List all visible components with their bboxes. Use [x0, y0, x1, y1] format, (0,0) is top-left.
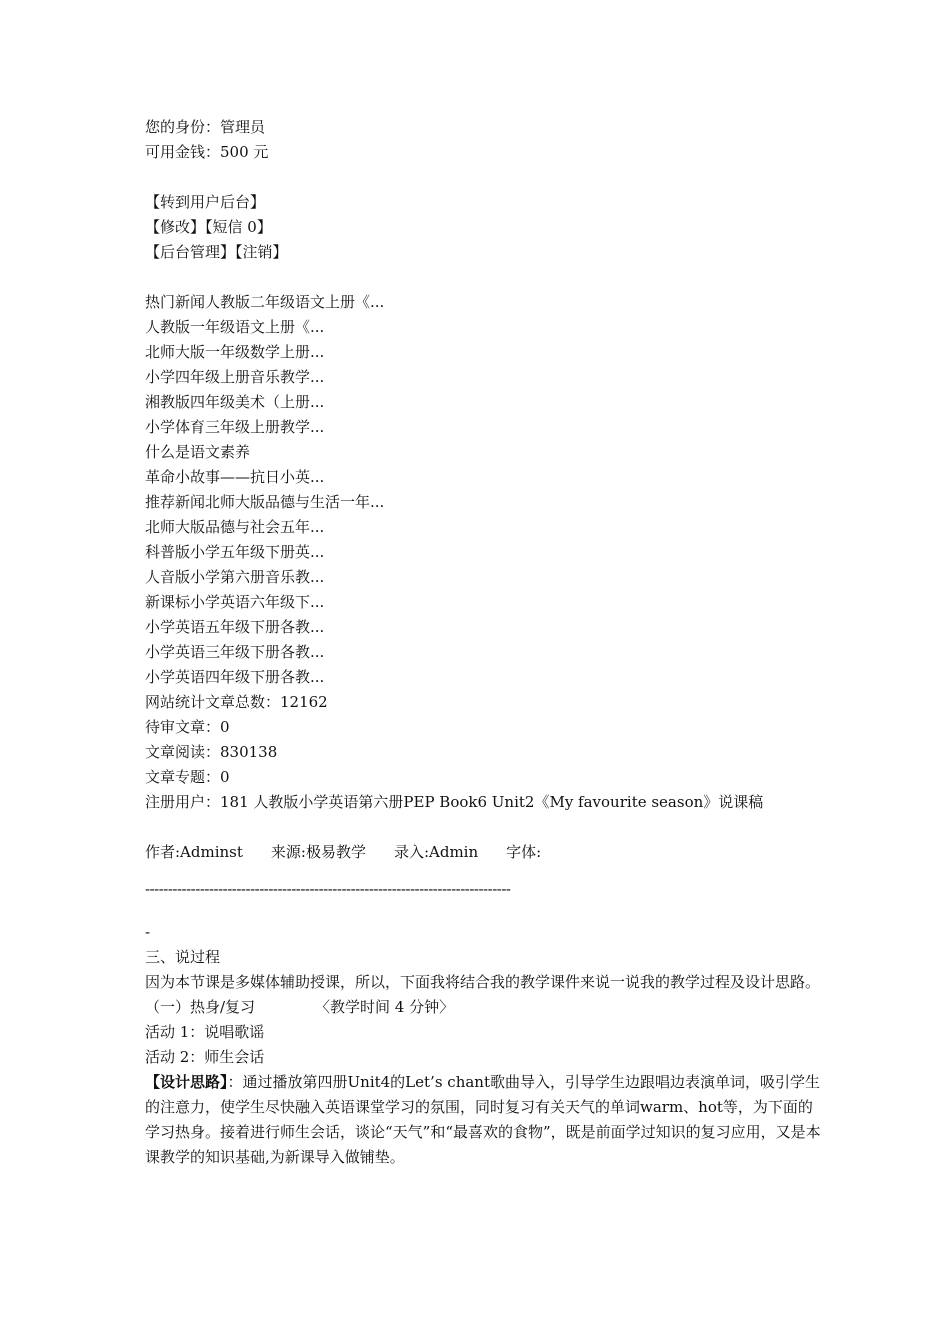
separator-tail: - — [145, 923, 151, 941]
news-link[interactable]: 小学英语五年级下册各教... — [145, 618, 325, 636]
stat-topics: 文章专题：0 — [145, 768, 230, 786]
news-link[interactable]: 革命小故事——抗日小英... — [145, 468, 325, 486]
news-link[interactable]: 推荐新闻北师大版品德与生活一年... — [145, 493, 385, 511]
design-text: ：通过播放第四册Unit4的Let’s chant歌曲导入，引导学生边跟唱边表演单词，吸引学生的注意力，使学生尽快融入英语课堂学习的氛围，同时复习有关天气的单词warm、hot等，为下面的学习热身。接着进行师生会话，谈论“天气”和“最喜欢的食物”，既是前面学过知识的复习应用，又是本课教学的知识基础,为新课导入做铺垫。 — [145, 1073, 821, 1166]
news-link[interactable]: 北师大版一年级数学上册... — [145, 343, 325, 361]
document-page — [145, 115, 825, 1170]
section-title: 三、说过程 — [145, 948, 221, 966]
stat-reads: 文章阅读：830138 — [145, 743, 278, 761]
logout-link[interactable]: 【注销】 — [235, 243, 288, 261]
account-links — [145, 215, 825, 240]
recommended-news-list — [145, 490, 825, 690]
news-link[interactable]: 北师大版品德与社会五年... — [145, 518, 325, 536]
byline-entry: 录入:Admin — [393, 843, 479, 861]
edit-link[interactable]: 【修改】 — [145, 218, 206, 236]
news-link[interactable]: 什么是语文素养 — [145, 443, 251, 461]
news-link[interactable]: 小学四年级上册音乐教学... — [145, 368, 325, 386]
news-link[interactable]: 新课标小学英语六年级下... — [145, 593, 325, 611]
stat-pending: 待审文章：0 — [145, 718, 230, 736]
step1-label: （一）热身/复习 — [145, 998, 256, 1016]
news-link[interactable]: 小学体育三年级上册教学... — [145, 418, 325, 436]
separator-line: -------------------------------------------------------------------------------- — [145, 880, 511, 898]
step1-heading — [145, 995, 825, 1020]
news-link[interactable]: 湘教版四年级美术（上册... — [145, 393, 325, 411]
news-link[interactable]: 科普版小学五年级下册英... — [145, 543, 325, 561]
spacer — [145, 815, 825, 840]
article-byline — [145, 840, 825, 865]
news-link[interactable]: 小学英语三年级下册各教... — [145, 643, 325, 661]
byline-source: 来源:极易教学 — [270, 843, 366, 861]
goto-backend-link[interactable]: 【转到用户后台】 — [145, 193, 266, 211]
news-link[interactable]: 小学英语四年级下册各教... — [145, 668, 325, 686]
site-stats — [145, 690, 825, 815]
user-money: 可用金钱：500 元 — [145, 143, 269, 161]
step1-time: 〈教学时间 4 分钟〉 — [315, 998, 455, 1016]
activity-1: 活动 1：说唱歌谣 — [145, 1023, 265, 1041]
intro-paragraph: 因为本节课是多媒体辅助授课，所以，下面我将结合我的教学课件来说一说我的教学过程及设计思路。 — [145, 973, 821, 991]
news-link[interactable]: 人音版小学第六册音乐教... — [145, 568, 325, 586]
messages-link[interactable]: 【短信 0】 — [205, 218, 272, 236]
admin-links — [145, 240, 825, 265]
user-identity: 您的身份：管理员 — [145, 118, 266, 136]
spacer — [145, 265, 825, 290]
design-label: 【设计思路】 — [145, 1073, 228, 1091]
hot-news-list — [145, 290, 825, 490]
design-paragraph — [145, 1070, 825, 1170]
spacer — [145, 165, 825, 190]
news-link[interactable]: 热门新闻人教版二年级语文上册《... — [145, 293, 385, 311]
news-link[interactable]: 人教版一年级语文上册《... — [145, 318, 325, 336]
activity-2: 活动 2：师生会话 — [145, 1048, 265, 1066]
stat-users-and-article-title: 注册用户：181 人教版小学英语第六册PEP Book6 Unit2《My favourite season》说课稿 — [145, 793, 764, 811]
stat-total-articles: 网站统计文章总数：12162 — [145, 693, 328, 711]
admin-link[interactable]: 【后台管理】 — [145, 243, 236, 261]
article-content — [145, 945, 825, 1170]
byline-font: 字体: — [506, 843, 542, 861]
byline-author: 作者:Adminst — [145, 843, 243, 861]
